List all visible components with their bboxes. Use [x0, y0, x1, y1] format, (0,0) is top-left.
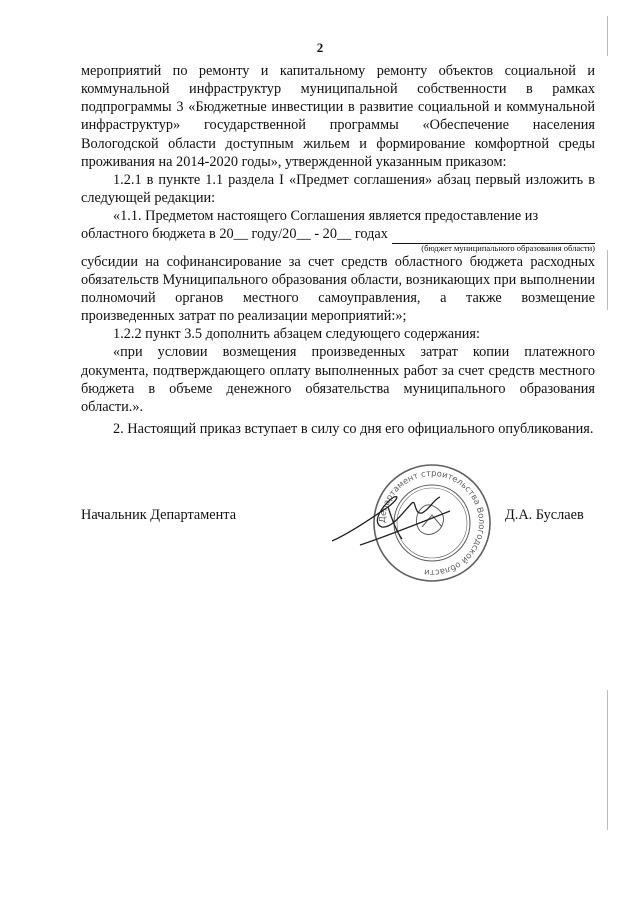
budget-year-line: [81, 225, 595, 243]
blank-caption: (бюджет муниципального образования области): [421, 242, 595, 253]
signatory-name: Д.А. Буслаев: [505, 507, 584, 523]
page-number: 2: [316, 40, 324, 55]
paragraph-1-2-2: 1.2.2 пункт 3.5 дополнить абзацем следующего содержания:: [113, 326, 480, 343]
signatory-title: Начальник Департамента: [81, 507, 237, 523]
paragraph-1-2-1: 1.2.1 в пункте 1.1 раздела I «Предмет соглашения» абзац первый изложить в следующей редакции:: [81, 171, 595, 207]
paragraph-subsidy: субсидии на софинансирование за счет средств областного бюджета расходных обязательств Муниципального образования области, возникающих при выполнении полномочий органов местного самоуправления, а также возмещение произведенных затрат по реализации мероприятий:»;: [81, 253, 595, 325]
scan-edge-line: [607, 690, 608, 830]
scan-edge-line: [607, 250, 608, 310]
paragraph-quote-1-1: «1.1. Предметом настоящего Соглашения является предоставление из: [113, 208, 539, 225]
paragraph-quote-condition: «при условии возмещения произведенных затрат копии платежного документа, подтверждающего оплату выполненных работ за счет средств местного бюджета в объеме денежного обязательства муниципального образования области.».: [81, 344, 595, 415]
budget-year-text: областного бюджета в 20__ году/20__ - 20__ годах: [81, 226, 388, 243]
paragraph-1: мероприятий по ремонту и капитальному ремонту объектов социальной и коммунальной инфраструктур муниципальной собственности в рамках подпрограммы 3 «Бюджетные инвестиции в развитие социальной и коммунальной инфраструктур» государственной программы «Обеспечение населения Вологодской области доступным жильем и формирование комфортной среды проживания на 2014-2020 годы», утвержденной указанным приказом:: [81, 63, 595, 170]
seal-lettering: Департамент строительства Вологодской области: [377, 468, 487, 578]
paragraph-2: 2. Настоящий приказ вступает в силу со дня его официального опубликования.: [113, 420, 594, 437]
scan-edge-line: [607, 16, 608, 56]
seal-stamp-icon: [330, 453, 530, 593]
document-body: [81, 62, 595, 438]
blank-fill-line: [392, 231, 595, 244]
